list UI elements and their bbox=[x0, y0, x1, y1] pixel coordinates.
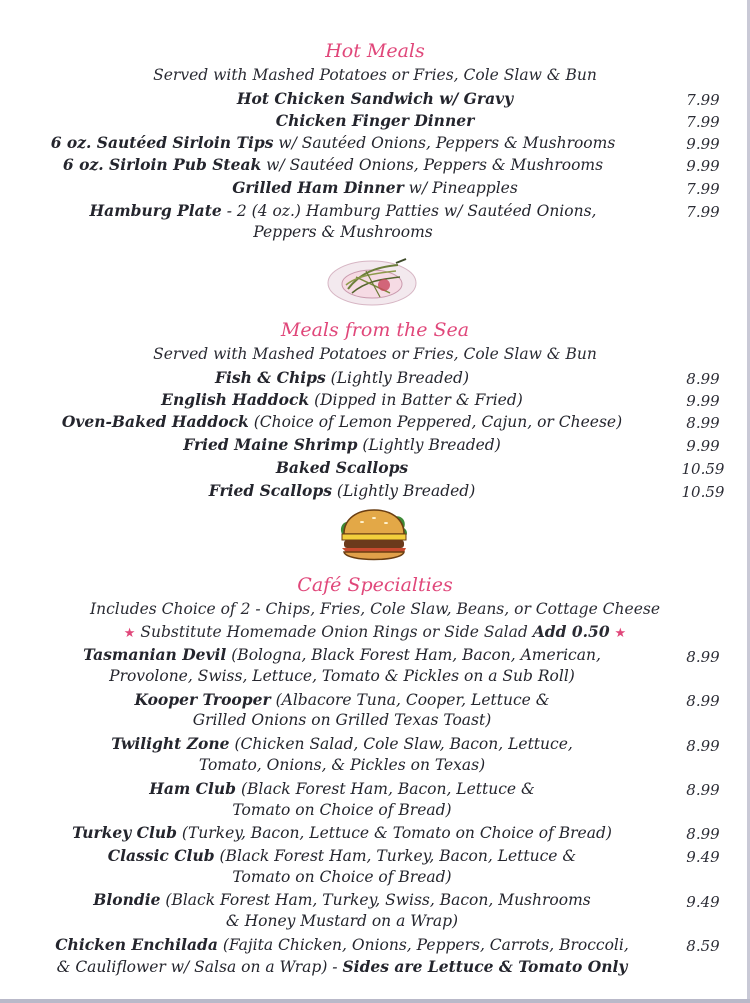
menu-item bbox=[0, 935, 717, 954]
item-description: (Bologna, Black Forest Ham, Bacon, American, bbox=[231, 646, 601, 664]
menu-item bbox=[0, 458, 717, 477]
menu-item bbox=[0, 645, 717, 664]
item-name: Fried Scallops bbox=[208, 481, 332, 500]
sea-meals-subtitle: Served with Mashed Potatoes or Fries, Cole Slaw & Bun bbox=[153, 345, 597, 363]
plate-icon bbox=[326, 253, 418, 309]
item-name: Hot Chicken Sandwich w/ Gravy bbox=[236, 89, 514, 108]
cafe-specialties-subtitle: Includes Choice of 2 - Chips, Fries, Cole Slaw, Beans, or Cottage Cheese bbox=[89, 600, 661, 618]
item-description: w/ Sautéed Onions, Peppers & Mushrooms bbox=[278, 134, 616, 152]
item-name: Kooper Trooper bbox=[134, 690, 271, 709]
item-name: Chicken Finger Dinner bbox=[275, 111, 475, 130]
item-name: 6 oz. Sautéed Sirloin Tips bbox=[50, 133, 274, 152]
menu-item bbox=[0, 368, 717, 387]
item-price: 9.99 bbox=[686, 135, 720, 153]
item-name: Blondie bbox=[93, 890, 161, 909]
item-price: 10.59 bbox=[681, 460, 725, 478]
item-description: (Lightly Breaded) bbox=[330, 369, 470, 387]
item-description: (Black Forest Ham, Turkey, Swiss, Bacon, Mushrooms bbox=[165, 891, 591, 909]
item-price: 8.99 bbox=[686, 737, 720, 755]
item-description: (Dipped in Batter & Fried) bbox=[314, 391, 523, 409]
item-name: Twilight Zone bbox=[111, 734, 230, 753]
menu-item bbox=[0, 111, 750, 130]
item-price: 7.99 bbox=[686, 180, 720, 198]
item-description-continued: Tomato on Choice of Bread) bbox=[232, 801, 452, 819]
item-description-continued: Tomato, Onions, & Pickles on Texas) bbox=[198, 756, 486, 774]
menu-item bbox=[0, 734, 717, 753]
item-description: (Turkey, Bacon, Lettuce & Tomato on Choice of Bread) bbox=[181, 824, 612, 842]
item-name: Fried Maine Shrimp bbox=[183, 435, 358, 454]
substitute-add-price: Add 0.50 bbox=[532, 622, 610, 641]
item-description-continued: Tomato on Choice of Bread) bbox=[232, 868, 452, 886]
item-description-continued: Peppers & Mushrooms bbox=[253, 223, 433, 241]
menu-item bbox=[0, 690, 717, 709]
item-price: 7.99 bbox=[686, 113, 720, 131]
item-name: 6 oz. Sirloin Pub Steak bbox=[62, 155, 262, 174]
item-description: w/ Pineapples bbox=[408, 179, 518, 197]
item-name: Ham Club bbox=[149, 779, 237, 798]
menu-item bbox=[0, 155, 708, 174]
item-description: (Fajita Chicken, Onions, Peppers, Carrots, Broccoli, bbox=[222, 936, 629, 954]
menu-item bbox=[0, 481, 717, 500]
item-description: (Chicken Salad, Cole Slaw, Bacon, Lettuce, bbox=[234, 735, 573, 753]
item-price: 9.99 bbox=[686, 392, 720, 410]
menu-item bbox=[0, 89, 750, 108]
item-name: Baked Scallops bbox=[275, 458, 409, 477]
menu-item bbox=[0, 412, 717, 431]
item-price: 8.99 bbox=[686, 692, 720, 710]
item-price: 9.49 bbox=[686, 893, 720, 911]
menu-item bbox=[0, 779, 717, 798]
item-description-continued: & Honey Mustard on a Wrap) bbox=[225, 912, 459, 930]
substitute-note bbox=[0, 622, 750, 641]
star-icon: ★ bbox=[123, 626, 136, 641]
item-price: 9.99 bbox=[686, 157, 720, 175]
item-name: English Haddock bbox=[161, 390, 310, 409]
item-name: Turkey Club bbox=[72, 823, 177, 842]
item-name: Hamburg Plate bbox=[89, 201, 222, 220]
item-price: 8.99 bbox=[686, 648, 720, 666]
item-description: w/ Sautéed Onions, Peppers & Mushrooms bbox=[266, 156, 604, 174]
item-price: 8.99 bbox=[686, 781, 720, 799]
item-price: 7.99 bbox=[686, 91, 720, 109]
item-name: Fish & Chips bbox=[214, 368, 326, 387]
menu-item bbox=[0, 823, 717, 842]
item-description: - 2 (4 oz.) Hamburg Patties w/ Sautéed Onions, bbox=[226, 202, 597, 220]
item-description: (Choice of Lemon Peppered, Cajun, or Cheese) bbox=[253, 413, 623, 431]
item-name: Oven-Baked Haddock bbox=[61, 412, 249, 431]
item-name: Chicken Enchilada bbox=[55, 935, 218, 954]
item-sides-note: Sides are Lettuce & Tomato Only bbox=[342, 957, 628, 976]
item-description: (Black Forest Ham, Turkey, Bacon, Lettuce & bbox=[219, 847, 577, 865]
item-description-text: & Cauliflower w/ Salsa on a Wrap) - bbox=[56, 958, 338, 976]
item-price: 9.99 bbox=[686, 437, 720, 455]
item-price: 10.59 bbox=[681, 483, 725, 501]
item-name: Grilled Ham Dinner bbox=[232, 178, 404, 197]
item-name: Tasmanian Devil bbox=[83, 645, 227, 664]
item-description: (Black Forest Ham, Bacon, Lettuce & bbox=[240, 780, 535, 798]
item-price: 8.59 bbox=[686, 937, 720, 955]
burger-icon bbox=[336, 504, 412, 568]
item-price: 7.99 bbox=[686, 203, 720, 221]
item-description-continued: Grilled Onions on Grilled Texas Toast) bbox=[192, 711, 492, 729]
item-description: (Albacore Tuna, Cooper, Lettuce & bbox=[275, 691, 550, 709]
item-name: Classic Club bbox=[107, 846, 215, 865]
menu-item bbox=[0, 890, 717, 909]
menu-item bbox=[0, 201, 718, 220]
item-description: (Lightly Breaded) bbox=[336, 482, 476, 500]
hot-meals-title: Hot Meals bbox=[325, 40, 425, 62]
item-price: 8.99 bbox=[686, 370, 720, 388]
cafe-specialties-title: Café Specialties bbox=[297, 574, 453, 596]
item-price: 9.49 bbox=[686, 848, 720, 866]
hot-meals-subtitle: Served with Mashed Potatoes or Fries, Cole Slaw & Bun bbox=[153, 66, 597, 84]
item-price: 8.99 bbox=[686, 414, 720, 432]
item-description-continued bbox=[0, 957, 717, 976]
menu-item bbox=[0, 390, 717, 409]
menu-item bbox=[0, 178, 750, 197]
substitute-text: Substitute Homemade Onion Rings or Side Salad bbox=[140, 623, 528, 641]
menu-item bbox=[0, 133, 708, 152]
item-description-continued: Provolone, Swiss, Lettuce, Tomato & Pickles on a Sub Roll) bbox=[109, 667, 575, 685]
menu-item bbox=[0, 435, 717, 454]
star-icon: ★ bbox=[614, 626, 627, 641]
item-price: 8.99 bbox=[686, 825, 720, 843]
menu-item bbox=[0, 846, 717, 865]
item-description: (Lightly Breaded) bbox=[362, 436, 501, 454]
sea-meals-title: Meals from the Sea bbox=[280, 319, 470, 341]
